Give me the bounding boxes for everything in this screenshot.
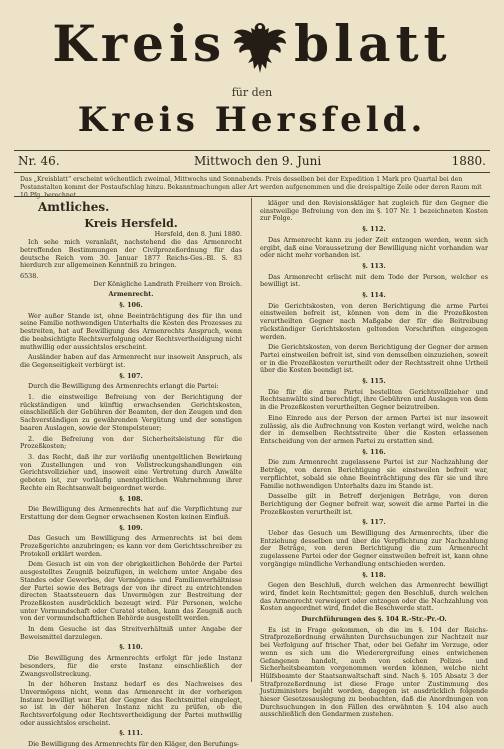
paragraph: Durch die Bewilligung des Armenrechts erlangt die Partei: (28, 382, 219, 391)
section-mark: §. 117. (362, 518, 386, 527)
column-divider (251, 198, 252, 682)
right-column (260, 199, 488, 719)
district-heading: Kreis Hersfeld. (84, 216, 178, 230)
paragraph: Die Bewilligung des Armenrechts hat auf die Verpflichtung zur Erstattung der dem Gegner erwachsenen Kosten keinen Einfluß. (20, 505, 242, 521)
paragraph: Gegen den Beschluß, durch welchen das Armenrecht bewilligt wird, findet kein Rechtsmittel; gegen den Beschluß, durch welchen das Armenrecht verweigert oder entzogen oder die Nachzahlung von Kosten angeordnet wird, findet die Beschwerde statt. (260, 581, 488, 613)
issue-year: 1880. (451, 154, 486, 168)
paragraph: 1. die einstweilige Befreiung von der Berichtigung der rückständigen und künftig erwachsenden Gerichtskosten, einschließlich der Gebühren der Beamten, der den Zeugen und den Sachverständigen zu gewährenden Vergütung und der sonstigen baaren Auslagen, sowie der Stempelsteuer; (20, 393, 242, 432)
section-mark: §. 107. (119, 371, 143, 380)
paragraph: Es ist in Frage gekommen, ob die im §. 104 der Reichs-Strafprozeßordnung erwähnten Durchsuchungen zur Nachtzeit nur bei Verfolgung auf frischer That, oder bei Gefahr im Verzuge, oder wenn es sich um die Wiederergreifung eines entwichenen Gefangenen handelt, auch von solchen Polizei- und Sicherheitsbeamten vorgenommen werden können, welche nicht Hülfsbeamte der Staatsanwaltschaft sind. Nach §. 105 Absatz 3 der Strafprozeßordnung ist diese Frage unter Zustimmung des Justizministers bejaht worden, dagegen ist ausdrücklich folgende hieser Gesetzesauslegung zu beobachten, daß die Anordnungen von Durchsuchungen in den Fällen des erwähnten §. 104 also auch ausschließlich den Gendarmen zustehen. (260, 625, 488, 719)
section-mark: §. 112. (362, 225, 386, 234)
paragraph: Dasselbe gilt in Betreff derjenigen Beträge, von deren Berichtigung der Gegner befreit war, soweit die arme Partei in die Prozeßkosten verurtheilt ist. (260, 492, 488, 516)
section-mark: §. 110. (119, 643, 143, 652)
paragraph: Eine Einrede aus der Person der armen Partei ist nur insoweit zulässig, als die Aufrechnung von Kosten verlangt wird, welche nach der in demselben Rechtsstreite über die Kosten erlassenen Entscheidung von der armen Partei zu erstatten sind. (260, 413, 488, 445)
top-rule (14, 150, 490, 151)
masthead-subtitle: für den (231, 86, 273, 99)
section-mark: §. 111. (119, 729, 143, 738)
paragraph: kläger und den Revisionskläger hat zugleich für den Gegner die einstweilige Befreiung von den im §. 107 Nr. 1 bezeichneten Kosten zur Folge. (260, 199, 488, 223)
title-right: blatt (294, 14, 452, 73)
issue-number: Nr. 46. (18, 154, 60, 168)
eagle-icon (232, 19, 288, 77)
paragraph: Das Armenrecht erlischt mit dem Tode der Person, welcher es bewilligt ist. (260, 272, 488, 289)
paragraph: Ausländer haben auf das Armenrecht nur insoweit Anspruch, als die Gegenseitigkeit verbürgt ist. (20, 353, 242, 369)
section-mark: §. 118. (362, 570, 386, 579)
paragraph: Die Bewilligung des Armenrechts für den Kläger, den Berufungs- (28, 740, 240, 749)
subscription-notice: Das „Kreisblatt“ erscheint wöchentlich zweimal, Mittwochs und Sonnabends. Preis desselben bei der Expedition 1 Mark pro Quartal bei den Postanstalten kommt der Postaufschlag hinzu. Bekanntmachungen aller Art werden aufgenommen und die dreispaltige Zeile oder deren Raum mit 10 Pfg. berechnet. (20, 176, 482, 199)
masthead-title (0, 14, 504, 77)
section-mark: §. 116. (362, 447, 386, 456)
section-mark: §. 109. (119, 523, 143, 532)
section-mark: §. 113. (362, 261, 386, 270)
section-mark: §. 108. (119, 494, 143, 503)
paragraph: Dem Gesuch ist ein von der obrigkeitlichen Behörde der Partei ausgestelltes Zeugniß beizufügen, in welchem unter Angabe des Standes oder Gewerbes, der Vermögens- und Familienverhältnisse der Partei sowie des Betrags der von ihr direct zu entrichtenden directen Staatssteuern das Unvermögen zur Bestreitung der Prozeßkosten ausdrücklich bezeugt wird. Für Personen, welche unter Vormundschaft oder Curatel stehen, kann das Zeugniß auch von der vormundschaftlichen Behörde ausgestellt werden. (20, 560, 242, 623)
paragraph: Die zum Armenrecht zugelassene Partei ist zur Nachzahlung der Beträge, von deren Berichtigung sie einstweilen befreit war, verpflichtet, sobald sie ohne Beeinträchtigung des für sie und ihre Familie nothwendigen Unterhalts dazu im Stande ist. (260, 458, 488, 490)
article-dateline: Hersfeld, den 8. Juni 1880. (154, 230, 242, 239)
masthead (0, 0, 504, 150)
paragraph: Ich sehe mich veranlaßt, nachstehend die das Armenrecht betreffenden Bestimmungen der Civilprozeßordnung für das deutsche Reich vom 30. Januar 1877 Reichs-Ges.-Bl. S. 83 hierdurch zur allgemeinen Kenntniß zu bringen. (20, 238, 242, 270)
paragraph: Das Gesuch um Bewilligung des Armenrechts ist bei dem Prozeßgerichte anzubringen; es kann vor dem Gerichtsschreiber zu Protokoll erklärt werden. (20, 534, 242, 558)
issue-rule (14, 172, 490, 173)
issue-line (18, 154, 486, 170)
section-mark: §. 106. (119, 301, 143, 310)
paragraph: Wer außer Stande ist, ohne Beeinträchtigung des für ihn und seine Familie nothwendigen Unterhalts die Kosten des Prozesses zu bestreiten, hat auf Bewilligung des Armenrechts Anspruch, wenn die beabsichtigte Rechtsverfolgung oder Rechtsvertheidigung nicht muthwillig oder aussichtslos erscheint. (20, 311, 242, 351)
paragraph: Die Bewilligung des Armenrechts erfolgt für jede Instanz besonders, für die erste Instanz einschließlich der Zwangsvollstreckung. (20, 654, 242, 678)
left-column (20, 200, 242, 749)
paragraph: 2. die Befreiung von der Sicherheitsleistung für die Prozeßkosten; (20, 434, 242, 451)
paragraph: Die für die arme Partei bestellten Gerichtsvollzieher und Rechtsanwälte sind berechtigt, ihre Gebühren und Auslagen von dem in die Prozeßkosten verurtheilten Gegner beizutreiben. (260, 387, 488, 412)
paragraph: Die Gerichtskosten, von deren Berichtigung der Gegner der armen Partei einstweilen befreit ist, sind von demselben einzuziehen, soweit er in die Prozeßkosten verurtheilt oder der Rechtsstreit ohne Urtheil über die Kosten beendigt ist. (260, 343, 488, 375)
paragraph: In der höheren Instanz bedarf es des Nachweises des Unvermögens nicht, wenn das Armenrecht in der vorherigen Instanz bewilligt war. Hat der Gegner das Rechtsmittel eingelegt, so ist in der höheren Instanz nicht zu prüfen, ob die Rechtsverfolgung oder Rechtsvertheidigung der Partei muthwillig oder aussichtslos erscheint. (20, 680, 242, 727)
masthead-district: Kreis Hersfeld. (77, 100, 427, 140)
section-mark: §. 115. (362, 377, 386, 386)
paragraph: Ueber das Gesuch um Bewilligung des Armenrechts, über die Entziehung desselben und über die Verpflichtung zur Nachzahlung der Beträge, von deren Berichtigung die zum Armenrecht zugelassene Partei oder der Gegner einstweilen befreit ist, kann ohne vorgängige mündliche Verhandlung entschieden werden. (260, 529, 488, 568)
article-heading: Durchführungen des §. 104 R.-Str.-Pr.-O. (301, 615, 447, 624)
paragraph: In dem Gesuche ist das Streitverhältniß unter Angabe der Beweismittel darzulegen. (20, 625, 242, 641)
section-mark: §. 114. (362, 291, 386, 300)
article-heading: Armenrecht. (108, 290, 154, 299)
notice-rule (14, 196, 490, 197)
signature: Der Königliche Landrath Freiherr von Broich. (93, 279, 242, 288)
reference-number: 6538. (20, 271, 39, 280)
title-left: Kreis (52, 14, 227, 73)
issue-date: Mittwoch den 9. Juni (194, 154, 322, 168)
paragraph: 3. das Recht, daß ihr zur vorläufig unentgeltlichen Bewirkung von Zustellungen und von Vollstreckungshandlungen ein Gerichtsvollzieher und, insoweit eine Vertretung durch Anwälte geboten ist, zur vorläufig unentgeltlichen Wahrnehmung ihrer Rechte ein Rechtsanwalt beigeordnet werde. (20, 452, 242, 492)
paragraph: Die Gerichtskosten, von deren Berichtigung die arme Partei einstweilen befreit ist, können von dem in die Prozeßkosten verurtheilten Gegner nach Maßgabe der für die Beitreibung rückständiger Gerichtskosten geltenden Vorschriften eingezogen werden. (260, 301, 488, 341)
section-heading: Amtliches. (38, 200, 110, 214)
paragraph: Das Armenrecht kann zu jeder Zeit entzogen werden, wenn sich ergibt, daß eine Voraussetzung der Bewilligung nicht vorhanden war oder nicht mehr vorhanden ist. (260, 235, 488, 260)
